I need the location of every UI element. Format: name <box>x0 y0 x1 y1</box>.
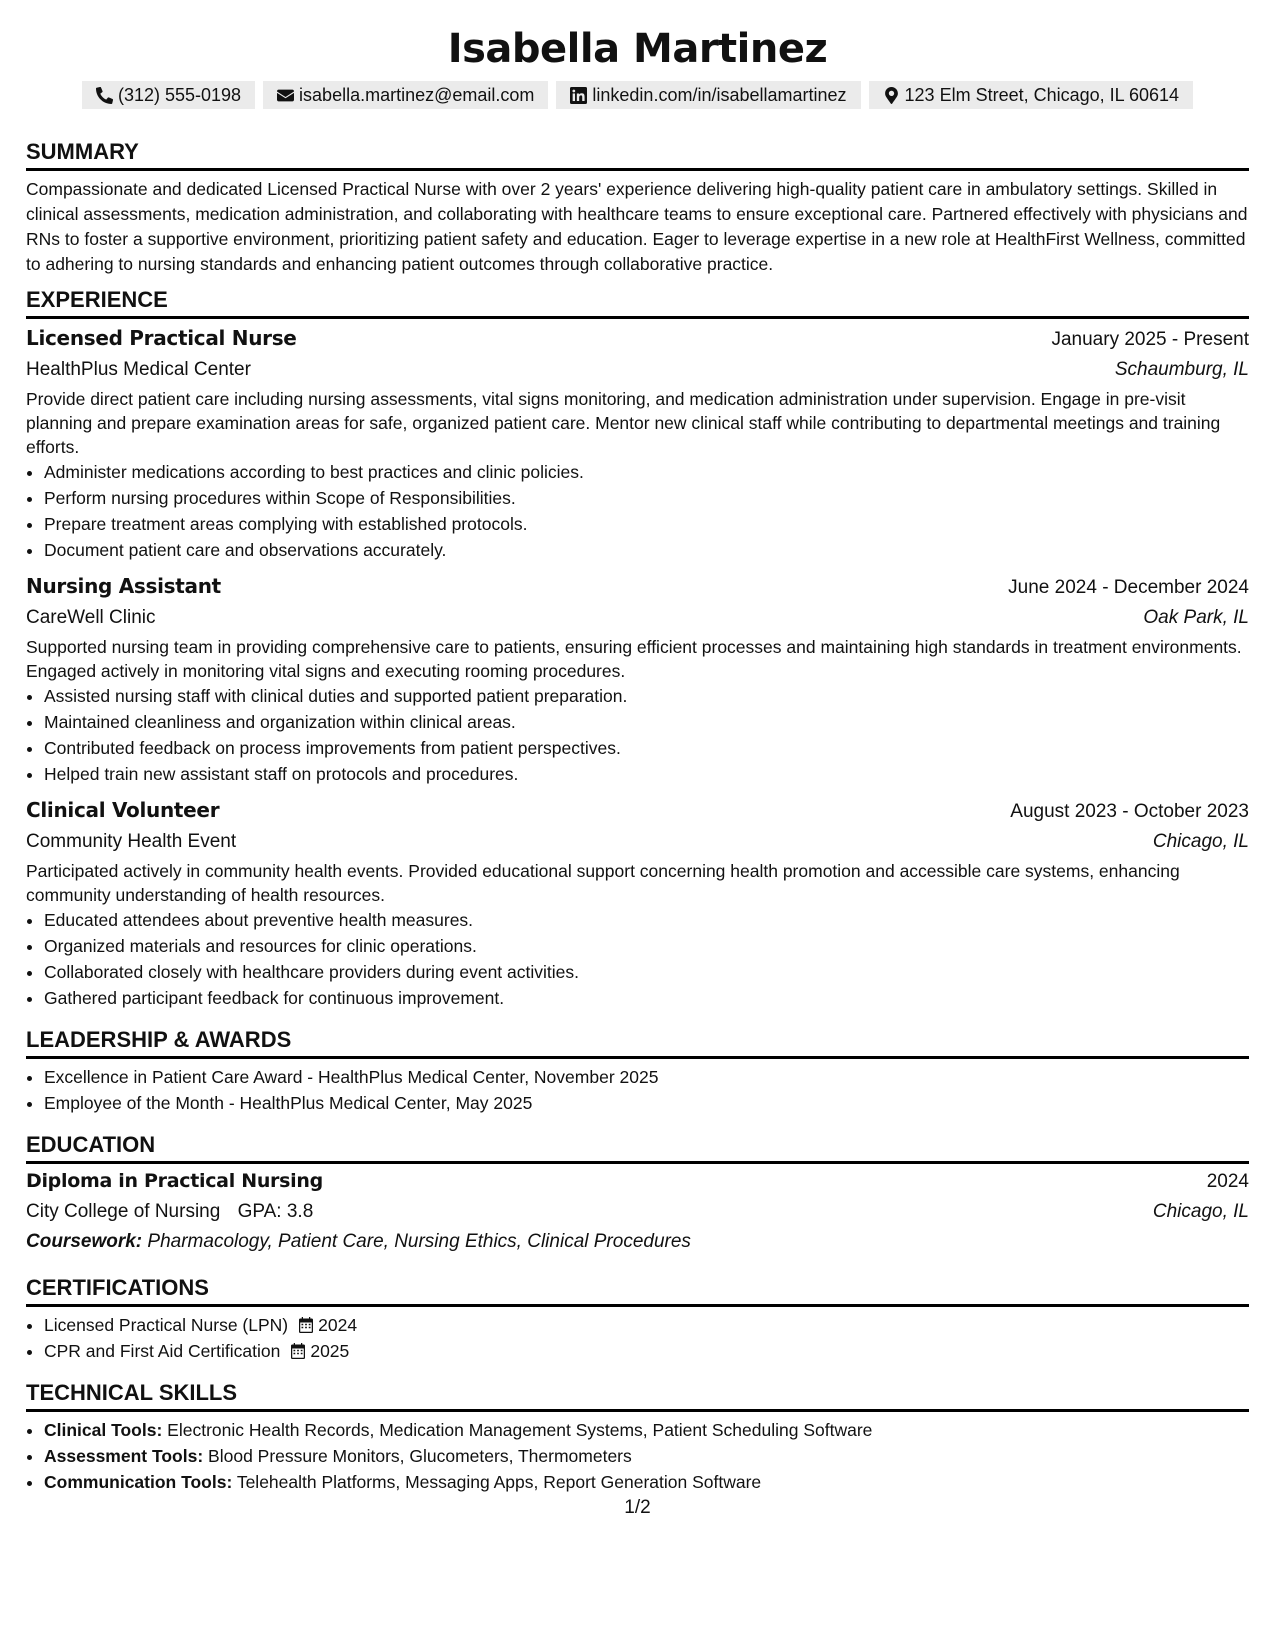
job-location: Oak Park, IL <box>1143 607 1249 628</box>
list-item: • Employee of the Month - HealthPlus Medical Center, May 2025 <box>44 1090 1249 1116</box>
list-item: • Gathered participant feedback for continuous improvement. <box>44 985 1249 1011</box>
job-description: Participated actively in community health events. Provided educational support concerning health promotion and accessible care systems, enhancing community understanding of health resources. <box>26 861 1180 905</box>
phone-icon <box>96 87 113 104</box>
job-company: HealthPlus Medical Center <box>26 359 251 380</box>
list-item: • Contributed feedback on process improvements from patient perspectives. <box>44 735 1249 761</box>
job-dates: August 2023 - October 2023 <box>1010 801 1249 822</box>
job-bullets <box>26 683 1249 787</box>
list-item <box>44 1312 1249 1338</box>
job-entry <box>26 323 1249 563</box>
list-item: • Perform nursing procedures within Scope of Responsibilities. <box>44 485 1249 511</box>
list-item: • Organized materials and resources for clinic operations. <box>44 933 1249 959</box>
summary-heading: SUMMARY <box>26 138 1249 171</box>
list-item: • Excellence in Patient Care Award - HealthPlus Medical Center, November 2025 <box>44 1064 1249 1090</box>
skill-value: Telehealth Platforms, Messaging Apps, Report Generation Software <box>236 1472 762 1492</box>
list-item: • Administer medications according to best practices and clinic policies. <box>44 459 1249 485</box>
calendar-icon <box>290 1343 306 1359</box>
cert-name: Licensed Practical Nurse (LPN) <box>44 1315 289 1335</box>
certifications-list <box>26 1312 1249 1364</box>
job-bullets <box>26 459 1249 563</box>
list-item: • Assisted nursing staff with clinical duties and supported patient preparation. <box>44 683 1249 709</box>
job-location: Schaumburg, IL <box>1114 359 1249 380</box>
contact-linkedin <box>556 81 860 109</box>
job-title: Licensed Practical Nurse <box>26 326 297 350</box>
awards-section <box>26 1026 1249 1116</box>
job-description: Provide direct patient care including nursing assessments, vital signs monitoring, and medication administration under supervision. Engage in pre-visit planning and prepare examination areas for safe, organized patient care. Mentor new clinical staff while contributing to departmental meetings and training efforts. <box>26 389 1221 457</box>
list-item: • Document patient care and observations accurately. <box>44 537 1249 563</box>
job-dates: January 2025 - Present <box>1051 329 1249 350</box>
list-item: • Maintained cleanliness and organization within clinical areas. <box>44 709 1249 735</box>
job-entry <box>26 795 1249 1011</box>
certifications-section <box>26 1274 1249 1364</box>
edu-degree: Diploma in Practical Nursing <box>26 1170 323 1192</box>
list-item <box>44 1417 1249 1443</box>
contact-email <box>263 81 548 109</box>
skill-value: Blood Pressure Monitors, Glucometers, Thermometers <box>208 1446 632 1466</box>
page-number: 1/2 <box>624 1497 651 1518</box>
edu-gpa: GPA: 3.8 <box>237 1201 314 1222</box>
job-dates: June 2024 - December 2024 <box>1008 577 1249 598</box>
list-item: • Prepare treatment areas complying with established protocols. <box>44 511 1249 537</box>
edu-school: City College of Nursing <box>26 1201 221 1222</box>
job-title: Clinical Volunteer <box>26 798 220 822</box>
skill-value: Electronic Health Records, Medication Management Systems, Patient Scheduling Software <box>167 1420 873 1440</box>
list-item: • Collaborated closely with healthcare providers during event activities. <box>44 959 1249 985</box>
edu-year: 2024 <box>1206 1171 1249 1192</box>
cert-year: 2025 <box>310 1341 350 1361</box>
list-item <box>44 1338 1249 1364</box>
contact-phone <box>82 81 255 109</box>
job-company: Community Health Event <box>26 831 237 852</box>
skills-list <box>26 1417 1249 1495</box>
list-item <box>44 1469 1249 1495</box>
experience-heading: EXPERIENCE <box>26 286 1249 319</box>
education-heading: EDUCATION <box>26 1131 1249 1164</box>
coursework-label: Coursework: <box>26 1231 143 1252</box>
edu-coursework <box>26 1227 1249 1257</box>
job-entry <box>26 571 1249 787</box>
edu-location: Chicago, IL <box>1152 1201 1249 1222</box>
job-bullets <box>26 907 1249 1011</box>
skill-label: Clinical Tools: <box>44 1420 163 1440</box>
skill-label: Assessment Tools: <box>44 1446 204 1466</box>
education-section <box>26 1131 1249 1257</box>
summary-text: Compassionate and dedicated Licensed Practical Nurse with over 2 years' experience delivering high-quality patient care in ambulatory settings. Skilled in clinical assessments, medication administration, and collaborating with healthcare teams to ensure exceptional care. Partnered effectively with physicians and RNs to foster a supportive environment, prioritizing patient safety and education. Eager to leverage expertise in a new role at HealthFirst Wellness, committed to adhering to nursing standards and enhancing patient outcomes through collaborative practice. <box>26 179 1248 274</box>
skills-section <box>26 1379 1249 1495</box>
job-title: Nursing Assistant <box>26 574 221 598</box>
cert-year: 2024 <box>318 1315 358 1335</box>
job-description: Supported nursing team in providing comprehensive care to patients, ensuring efficient processes and maintaining high standards in treatment environments. Engaged actively in monitoring vital signs and executing rooming procedures. <box>26 637 1242 681</box>
list-item: • Educated attendees about preventive health measures. <box>44 907 1249 933</box>
edu-school-line <box>26 1197 313 1227</box>
skills-heading: TECHNICAL SKILLS <box>26 1379 1249 1412</box>
contact-address <box>869 81 1194 109</box>
contact-phone-text: (312) 555-0198 <box>117 85 242 105</box>
envelope-icon <box>277 87 294 104</box>
candidate-name: Isabella Martinez <box>447 26 828 72</box>
contact-linkedin-text[interactable]: linkedin.com/in/isabellamartinez <box>592 85 847 105</box>
skill-label: Communication Tools: <box>44 1472 233 1492</box>
coursework-list: Pharmacology, Patient Care, Nursing Ethics, Clinical Procedures <box>147 1231 691 1252</box>
experience-section <box>26 286 1249 1011</box>
summary-section <box>26 138 1249 277</box>
map-marker-icon <box>883 87 900 104</box>
awards-list <box>26 1064 1249 1116</box>
list-item <box>44 1443 1249 1469</box>
job-location: Chicago, IL <box>1152 831 1249 852</box>
certifications-heading: CERTIFICATIONS <box>26 1274 1249 1307</box>
contact-address-text: 123 Elm Street, Chicago, IL 60614 <box>904 85 1180 105</box>
awards-heading: LEADERSHIP & AWARDS <box>26 1026 1249 1059</box>
job-company: CareWell Clinic <box>26 607 156 628</box>
calendar-icon <box>298 1317 314 1333</box>
cert-name: CPR and First Aid Certification <box>44 1341 281 1361</box>
contact-bar <box>26 81 1249 109</box>
contact-email-text[interactable]: isabella.martinez@email.com <box>299 85 535 105</box>
linkedin-icon <box>570 87 587 104</box>
list-item: • Helped train new assistant staff on protocols and procedures. <box>44 761 1249 787</box>
